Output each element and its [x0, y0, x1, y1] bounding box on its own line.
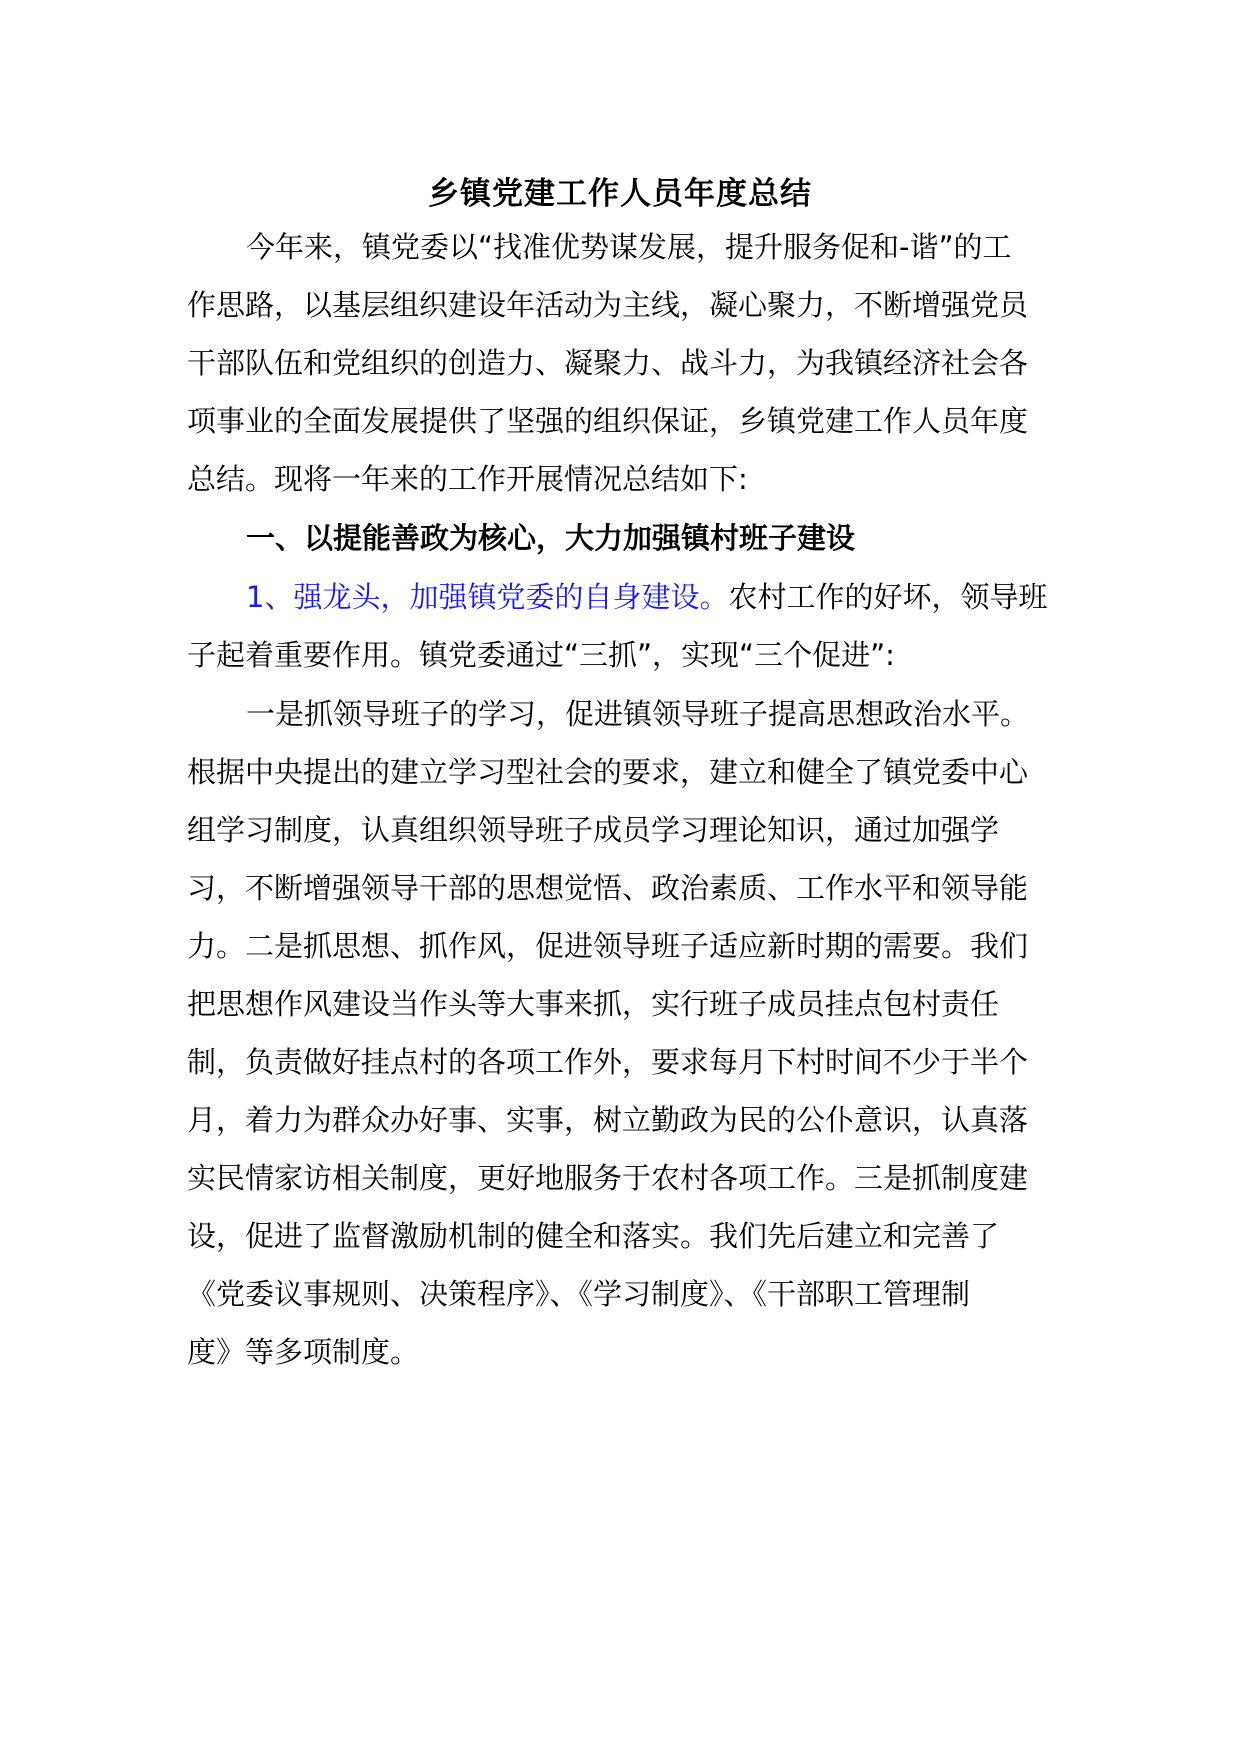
- body-line: 实民情家访相关制度，更好地服务于农村各项工作。三是抓制度建: [187, 1161, 1029, 1195]
- body-line: 习，不断增强领导干部的思想觉悟、政治素质、工作水平和领导能: [187, 871, 1029, 905]
- body-line: 设，促进了监督激励机制的健全和落实。我们先后建立和完善了: [187, 1219, 1000, 1253]
- body-line: 把思想作风建设当作头等大事来抓，实行班子成员挂点包村责任: [187, 987, 1000, 1021]
- body-line: 度》等多项制度。: [187, 1335, 420, 1369]
- body-line: 根据中央提出的建立学习型社会的要求，建立和健全了镇党委中心: [187, 755, 1029, 789]
- item1-line: [246, 577, 1047, 617]
- document-title: 乡镇党建工作人员年度总结: [428, 176, 812, 212]
- body-line: 《党委议事规则、决策程序》、《学习制度》、《干部职工管理制: [187, 1277, 971, 1311]
- section-heading: 一、以提能善政为核心，大力加强镇村班子建设: [246, 521, 856, 555]
- intro-line: 作思路，以基层组织建设年活动为主线，凝心聚力，不断增强党员: [187, 288, 1029, 322]
- body-line: 力。二是抓思想、抓作风，促进领导班子适应新时期的需要。我们: [187, 929, 1029, 963]
- intro-line: 项事业的全面发展提供了坚强的组织保证，乡镇党建工作人员年度: [187, 404, 1029, 438]
- body-line: 一是抓领导班子的学习，促进镇领导班子提高思想政治水平。: [246, 697, 1030, 731]
- body-line: 组学习制度，认真组织领导班子成员学习理论知识，通过加强学: [187, 813, 1000, 847]
- body-line: 月，着力为群众办好事、实事，树立勤政为民的公仆意识，认真落: [187, 1103, 1029, 1137]
- body-line: 制，负责做好挂点村的各项工作外，要求每月下村时间不少于半个: [187, 1045, 1029, 1079]
- intro-line: 今年来，镇党委以“找准优势谋发展，提升服务促和-谐”的工: [246, 230, 1012, 264]
- item1-rest: 农村工作的好坏，领导班: [728, 580, 1048, 614]
- item1-highlight: 1、强龙头，加强镇党委的自身建设。: [246, 580, 729, 614]
- item1-line: 子起着重要作用。镇党委通过“三抓”，实现“三个促进”:: [187, 638, 895, 672]
- intro-line: 总结。现将一年来的工作开展情况总结如下:: [187, 462, 748, 496]
- intro-line: 干部队伍和党组织的创造力、凝聚力、战斗力，为我镇经济社会各: [187, 346, 1029, 380]
